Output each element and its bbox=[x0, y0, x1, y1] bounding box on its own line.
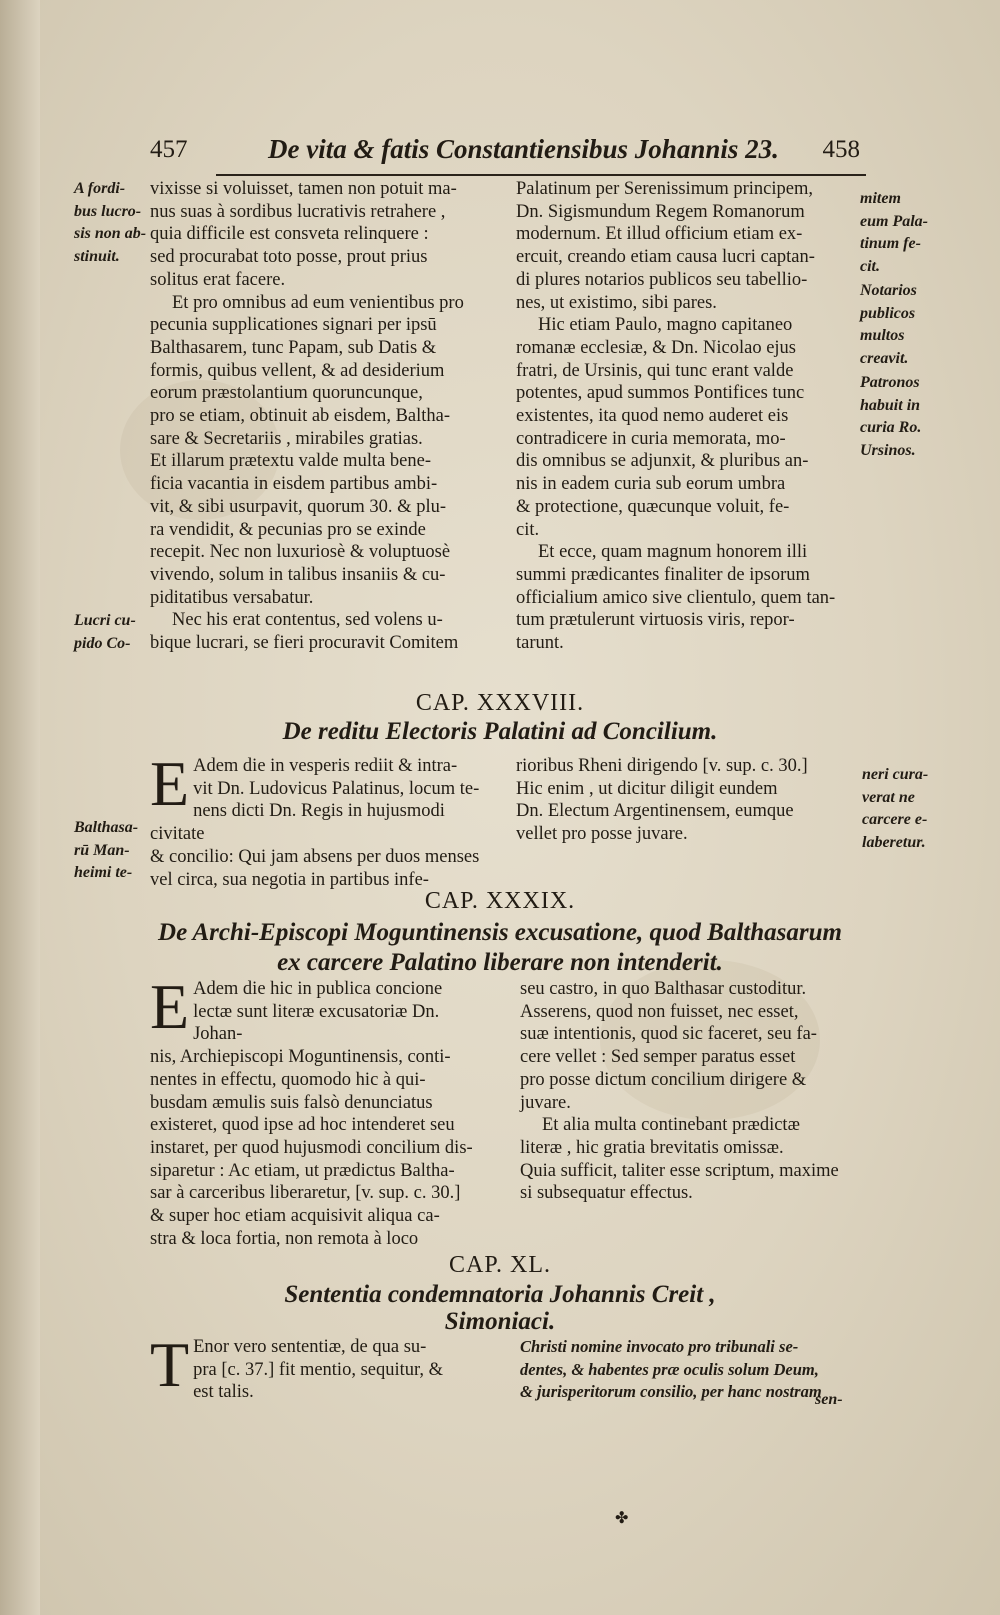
margin-line: laberetur. bbox=[862, 834, 926, 852]
text-line: pra [c. 37.] fit mentio, sequitur, & bbox=[193, 1359, 444, 1380]
text-line: Dn. Electum Argentinensem, eumque bbox=[516, 801, 794, 822]
text-line: sar à carceribus liberaretur, [v. sup. c. 30.] bbox=[150, 1183, 461, 1204]
text-line: & super hoc etiam acquisivit aliqua ca- bbox=[150, 1206, 440, 1227]
margin-line: Lucri cu- bbox=[74, 612, 136, 629]
text-line: sare & Secretariis , mirabiles gratias. bbox=[150, 428, 423, 449]
text-line: Dn. Sigismundum Regem Romanorum bbox=[516, 201, 805, 222]
margin-note-left bbox=[74, 610, 136, 655]
cap40-right-column bbox=[520, 1336, 858, 1404]
text-line: pro se etiam, obtinuit ab eisdem, Baltha- bbox=[150, 406, 451, 427]
text-line: Et illarum prætextu valde multa bene- bbox=[150, 451, 432, 472]
margin-note-left bbox=[74, 817, 138, 885]
text-line: Et alia multa continebant prædictæ bbox=[542, 1115, 800, 1136]
margin-line: cit. bbox=[860, 258, 880, 276]
sec1-right-para3 bbox=[516, 541, 858, 655]
margin-line: eum Pala- bbox=[860, 212, 928, 230]
cap39-left-column bbox=[150, 971, 490, 1250]
text-line: cit. bbox=[516, 519, 540, 540]
text-line: ficia vacantia in eisdem partibus ambi- bbox=[150, 474, 438, 495]
text-line: rioribus Rheni dirigendo [v. sup. c. 30.] bbox=[516, 756, 808, 776]
cap38-right-column bbox=[516, 755, 858, 846]
drop-capital: T bbox=[150, 1329, 190, 1400]
chapter-title-line: Simoniaci. bbox=[444, 1308, 556, 1335]
text-line: nus suas à sordibus lucrativis retrahere , bbox=[150, 201, 446, 222]
text-line: vixisse si voluisset, tamen non potuit ma- bbox=[150, 179, 457, 199]
text-line: suæ intentionis, quod sic faceret, seu fa- bbox=[520, 1024, 817, 1045]
ink-blot-ornament: ✤ bbox=[615, 1510, 629, 1527]
sec1-left-para3 bbox=[150, 609, 490, 654]
text-line: solitus erat facere. bbox=[150, 269, 286, 290]
text-line: piditatibus versabatur. bbox=[150, 587, 314, 608]
text-line: Hic etiam Paulo, magno capitaneo bbox=[538, 315, 793, 336]
margin-line: carcere e- bbox=[862, 811, 928, 829]
sec1-right-para1 bbox=[516, 178, 858, 314]
text-line: nentes in effectu, quomodo hic à qui- bbox=[150, 1069, 426, 1090]
margin-line: Ursinos. bbox=[860, 442, 916, 460]
page-number-right: 458 bbox=[822, 136, 860, 163]
text-line: tarunt. bbox=[516, 633, 564, 654]
text-line: & protectione, quæcunque voluit, fe- bbox=[516, 496, 790, 517]
chapter-title-line: Sententia condemnatoria Johannis Creit , bbox=[284, 1281, 716, 1308]
margin-note-right bbox=[860, 280, 917, 371]
text-line: contradicere in curia memorata, mo- bbox=[516, 428, 786, 449]
catchword: sen- bbox=[815, 1391, 843, 1408]
chapter-heading: CAP. XXXIX. bbox=[424, 888, 576, 914]
sec1-right-para2 bbox=[516, 314, 858, 541]
text-line: dentes, & habentes præ oculis solum Deum, bbox=[520, 1359, 819, 1379]
text-line: pecunia supplicationes signari per ipsū bbox=[150, 315, 437, 336]
page-gutter-shadow bbox=[0, 0, 40, 1615]
text-line: dis omnibus se adjunxit, & pluribus an- bbox=[516, 451, 809, 472]
text-line: & concilio: Qui jam absens per duos menses bbox=[150, 846, 480, 867]
cap39-right-column bbox=[520, 978, 858, 1205]
text-line: & jurisperitorum consilio, per hanc nostram bbox=[520, 1382, 822, 1402]
margin-note-right bbox=[860, 372, 921, 463]
text-line: romanæ ecclesiæ, & Dn. Nicolao ejus bbox=[516, 337, 797, 358]
margin-line: Balthasa- bbox=[74, 819, 139, 836]
text-line: officialium amico sive clientulo, quem tan- bbox=[516, 587, 836, 608]
margin-note-left bbox=[74, 178, 146, 269]
page-number-left: 457 bbox=[150, 136, 188, 163]
margin-line: stinuit. bbox=[74, 248, 120, 266]
sec1-left-para2 bbox=[150, 292, 490, 610]
text-line: pro posse dictum concilium dirigere & bbox=[520, 1069, 807, 1090]
text-line: siparetur : Ac etiam, ut prædictus Baltha- bbox=[150, 1160, 455, 1181]
text-line: eorum præstolantium quoruncunque, bbox=[150, 383, 423, 404]
text-line: literæ , hic gratia brevitatis omissæ. bbox=[520, 1137, 784, 1158]
text-line: Asserens, quod non fuisset, nec esset, bbox=[520, 1001, 799, 1022]
text-line: Et ecce, quam magnum honorem illi bbox=[538, 542, 808, 563]
text-line: quia difficile est consveta relinquere : bbox=[150, 224, 429, 245]
margin-line: sis non ab- bbox=[74, 225, 147, 243]
text-line: seu castro, in quo Balthasar custoditur. bbox=[520, 979, 807, 999]
text-line: di plures notarios publicos seu tabellio- bbox=[516, 269, 808, 290]
text-line: Nec his erat contentus, sed volens u- bbox=[172, 610, 443, 631]
margin-line: publicos bbox=[860, 304, 916, 322]
margin-line: pido Co- bbox=[74, 634, 131, 652]
text-line: potentes, apud summos Pontifices tunc bbox=[516, 383, 805, 404]
text-line: nes, ut existimo, sibi pares. bbox=[516, 292, 717, 313]
text-line: stra & loca fortia, non remota à loco bbox=[150, 1228, 419, 1249]
text-line: existentes, ita quod nemo auderet eis bbox=[516, 406, 789, 427]
chapter-title-line: ex carcere Palatino liberare non intenderit. bbox=[277, 949, 723, 976]
drop-capital: E bbox=[150, 748, 190, 819]
margin-note-right bbox=[862, 764, 928, 855]
text-line: nis in eadem curia sub eorum umbra bbox=[516, 474, 786, 495]
chapter-heading: CAP. XL. bbox=[448, 1252, 552, 1278]
text-line: si subsequatur effectus. bbox=[520, 1183, 693, 1204]
margin-note-right bbox=[860, 188, 928, 279]
text-line: ercuit, creando etiam causa lucri captan- bbox=[516, 247, 815, 268]
margin-line: verat ne bbox=[862, 788, 915, 806]
text-line: vit, & sibi usurpavit, quorum 30. & plu- bbox=[150, 496, 446, 517]
text-line: bique lucrari, se fieri procuravit Comitem bbox=[150, 633, 459, 654]
margin-line: bus lucro- bbox=[74, 202, 142, 220]
text-line: Enor vero sententiæ, de qua su- bbox=[193, 1337, 427, 1357]
chapter-title-line: De Archi-Episcopi Moguntinensis excusatione, quod Balthasarum bbox=[158, 919, 842, 946]
sec1-left-column bbox=[150, 178, 490, 655]
sec1-left-para1 bbox=[150, 178, 490, 292]
text-line: instaret, per quod hujusmodi concilium dis- bbox=[150, 1137, 473, 1158]
margin-line: mitem bbox=[860, 190, 901, 207]
drop-capital: E bbox=[150, 971, 190, 1042]
margin-line: multos bbox=[860, 327, 905, 345]
chapter-heading: CAP. XXXVIII. bbox=[415, 690, 585, 716]
text-line: Balthasarem, tunc Papam, sub Datis & bbox=[150, 337, 437, 358]
margin-line: creavit. bbox=[860, 350, 909, 368]
margin-line: Notarios bbox=[860, 282, 917, 299]
running-head bbox=[150, 136, 860, 170]
sec1-right-column bbox=[516, 178, 858, 655]
margin-line: heimi te- bbox=[74, 864, 133, 882]
text-line: ra vendidit, & pecunias pro se exinde bbox=[150, 519, 426, 540]
text-line: cere vellet : Sed semper paratus esset bbox=[520, 1047, 796, 1068]
text-line: vellet pro posse juvare. bbox=[516, 824, 688, 845]
margin-line: neri cura- bbox=[862, 766, 929, 783]
margin-line: tinum fe- bbox=[860, 235, 921, 253]
text-line: nens dicti Dn. Regis in hujusmodi civitate bbox=[150, 801, 445, 845]
text-line: busdam æmulis suis falsò denunciatus bbox=[150, 1092, 433, 1113]
margin-line: Patronos bbox=[860, 374, 920, 391]
header-rule bbox=[216, 174, 866, 176]
text-line: existeret, quod ipse ad hoc intenderet seu bbox=[150, 1115, 455, 1136]
margin-line: curia Ro. bbox=[860, 419, 922, 437]
text-line: Palatinum per Serenissimum principem, bbox=[516, 179, 813, 199]
margin-line: rū Man- bbox=[74, 841, 130, 859]
text-line: lectæ sunt literæ excusatoriæ Dn. Johan- bbox=[193, 1001, 440, 1045]
text-line: Hic enim , ut dicitur diligit eundem bbox=[516, 778, 778, 799]
chapter-title: De reditu Electoris Palatini ad Concilium. bbox=[282, 718, 718, 745]
text-line: Et pro omnibus ad eum venientibus pro bbox=[172, 292, 464, 313]
text-line: juvare. bbox=[520, 1092, 571, 1113]
text-line: summi prædicantes finaliter de ipsorum bbox=[516, 564, 810, 585]
text-line: modernum. Et illud officium etiam ex- bbox=[516, 224, 803, 245]
text-line: Adem die in vesperis rediit & intra- bbox=[193, 756, 458, 776]
cap40-left-column bbox=[150, 1329, 490, 1404]
text-line: Christi nomine invocato pro tribunali se- bbox=[520, 1337, 799, 1356]
text-line: tum prætulerunt virtuosis viris, repor- bbox=[516, 610, 795, 631]
text-line: recepit. Nec non luxuriosè & voluptuosè bbox=[150, 542, 451, 563]
text-line: vivendo, solum in talibus insaniis & cu- bbox=[150, 564, 446, 585]
margin-line: habuit in bbox=[860, 396, 921, 414]
running-title: De vita & fatis Constantiensibus Johannis 23. bbox=[268, 134, 779, 164]
text-line: Adem die hic in publica concione bbox=[193, 979, 443, 999]
text-line: nis, Archiepiscopi Moguntinensis, conti- bbox=[150, 1047, 451, 1068]
text-line: sed procurabat toto posse, prout prius bbox=[150, 247, 428, 268]
text-line: est talis. bbox=[193, 1382, 254, 1403]
cap38-left-column bbox=[150, 748, 490, 891]
text-line: formis, quibus vellent, & ad desiderium bbox=[150, 360, 445, 381]
margin-line: A fordi- bbox=[74, 180, 126, 197]
text-line: vit Dn. Ludovicus Palatinus, locum te- bbox=[193, 778, 480, 799]
text-line: Quia sufficit, taliter esse scriptum, maxime bbox=[520, 1160, 839, 1181]
text-line: fratri, de Ursinis, qui tunc erant valde bbox=[516, 360, 794, 381]
text-line: vel circa, sua negotia in partibus infe- bbox=[150, 869, 429, 890]
